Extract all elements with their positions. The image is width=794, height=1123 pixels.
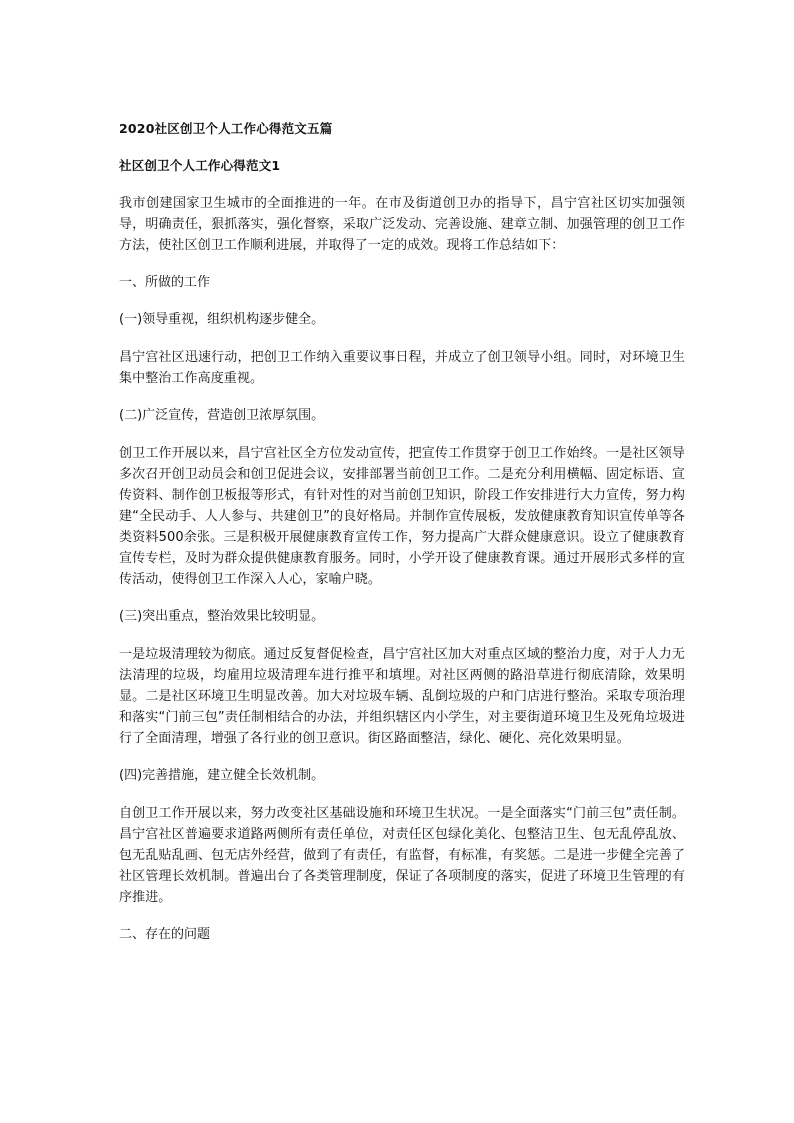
paragraph-body: 自创卫工作开展以来，努力改变社区基础设施和环境卫生状况。一是全面落实“门前三包”责任制。昌宁宫社区普遍要求道路两侧所有责任单位，对责任区包绿化美化、包整洁卫生、包无乱停乱放、包无乱贴乱画、包无店外经营，做到了有责任，有监督，有标准，有奖惩。二是进一步健全完善了社区管理长效机制。普遍出台了各类管理制度，保证了各项制度的落实，促进了环境卫生管理的有序推进。: [119, 806, 685, 905]
heading-section-2: 二、存在的问题: [119, 927, 211, 942]
document-title: 2020社区创卫个人工作心得范文五篇: [119, 121, 333, 136]
document-body: [119, 119, 685, 962]
paragraph-intro: 我市创建国家卫生城市的全面推进的一年。在市及街道创卫办的指导下，昌宁宫社区切实加强领导，明确责任，狠抓落实，强化督察，采取广泛发动、完善设施、建章立制、加强管理的创卫工作方法，使社区创卫工作顺利进展，并取得了一定的成效。现将工作总结如下：: [119, 196, 685, 253]
heading-sub-4: (四)完善措施，建立健全长效机制。: [119, 768, 325, 783]
paragraph-body: 创卫工作开展以来，昌宁宫社区全方位发动宣传，把宣传工作贯穿于创卫工作始终。一是社区领导多次召开创卫动员会和创卫促进会议，安排部署当前创卫工作。二是充分利用横幅、固定标语、宣传资料、制作创卫板报等形式，有针对性的对当前创卫知识，阶段工作安排进行大力宣传，努力构建“全民动手、人人参与、共建创卫”的良好格局。并制作宣传展板，发放健康教育知识宣传单等各类资料500余张。三是积极开展健康教育宣传工作，努力提高广大群众健康意识。设立了健康教育宣传专栏，及时为群众提供健康教育服务。同时，小学开设了健康教育课。通过开展形式多样的宣传活动，使得创卫工作深入人心，家喻户晓。: [119, 446, 685, 587]
paragraph-body: 昌宁宫社区迅速行动，把创卫工作纳入重要议事日程，并成立了创卫领导小组。同时，对环境卫生集中整治工作高度重视。: [119, 350, 685, 386]
heading-sub-1: (一)领导重视，组织机构逐步健全。: [119, 312, 325, 327]
paragraph-body: 一是垃圾清理较为彻底。通过反复督促检查，昌宁宫社区加大对重点区域的整治力度，对于人力无法清理的垃圾，均雇用垃圾清理车进行推平和填埋。对社区两侧的路沿草进行彻底清除，效果明显。二是社区环境卫生明显改善。加大对垃圾车辆、乱倒垃圾的户和门店进行整治。采取专项治理和落实“门前三包”责任制相结合的办法，并组织辖区内小学生，对主要街道环境卫生及死角垃圾进行了全面清理，增强了各行业的创卫意识。街区路面整洁，绿化、硬化、亮化效果明显。: [119, 647, 685, 746]
section-subtitle: 社区创卫个人工作心得范文1: [119, 158, 281, 173]
heading-sub-2: (二)广泛宣传，营造创卫浓厚氛围。: [119, 408, 325, 423]
heading-section-1: 一、所做的工作: [119, 275, 211, 290]
heading-sub-3: (三)突出重点，整治效果比较明显。: [119, 609, 325, 624]
